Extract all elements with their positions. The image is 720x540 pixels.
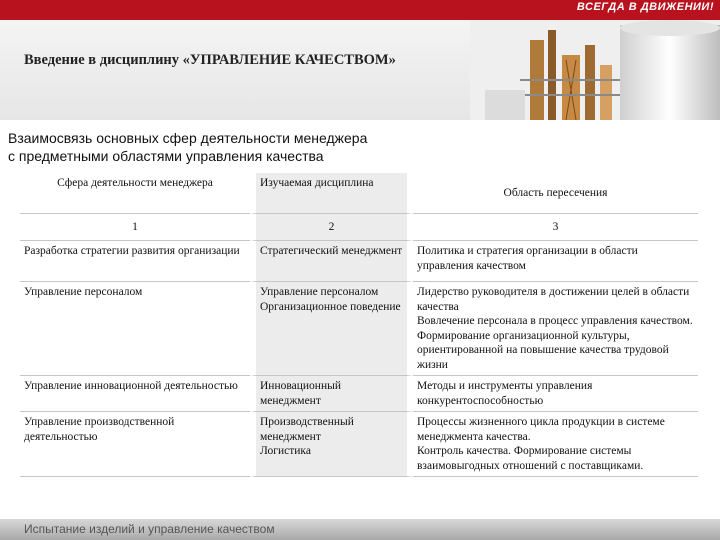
intersection-cell bbox=[413, 412, 698, 477]
intersection-cell bbox=[413, 241, 698, 282]
discipline-cell bbox=[250, 376, 413, 412]
intersection-item: Процессы жизненного цикла продукции в системе менеджмента качества. bbox=[417, 416, 665, 443]
sphere-cell: Разработка стратегии развития организации bbox=[20, 241, 250, 282]
header-sphere: Сфера деятельности менеджера bbox=[20, 173, 250, 214]
column-number: 1 bbox=[20, 214, 250, 241]
table-row bbox=[20, 282, 698, 376]
sphere-cell: Управление персоналом bbox=[20, 282, 250, 376]
table-row bbox=[20, 241, 698, 282]
column-number: 2 bbox=[250, 214, 413, 241]
header-intersection: Область пересечения bbox=[413, 173, 698, 214]
discipline-item: Управление персоналом bbox=[260, 286, 379, 298]
intersection-cell bbox=[413, 376, 698, 412]
slide-header bbox=[0, 20, 720, 120]
subtitle-line-1: Взаимосвязь основных сфер деятельности менеджера bbox=[8, 130, 368, 146]
refinery-illustration bbox=[470, 20, 720, 120]
sphere-cell: Управление инновационной деятельностью bbox=[20, 376, 250, 412]
company-motto: ВСЕГДА В ДВИЖЕНИИ! bbox=[576, 1, 714, 13]
intersection-item: Вовлечение персонала в процесс управления качеством. Формирование организационной культуры, ориентированной на повышение качества трудовой жизни bbox=[417, 315, 693, 371]
intersection-cell bbox=[413, 282, 698, 376]
intersection-item: Лидерство руководителя в достижении целей в области качества bbox=[417, 286, 690, 313]
correlation-table bbox=[20, 173, 698, 477]
slide-title: Введение в дисциплину «УПРАВЛЕНИЕ КАЧЕСТВОМ» bbox=[24, 52, 396, 68]
top-banner bbox=[0, 0, 720, 20]
discipline-item: Логистика bbox=[260, 445, 311, 457]
discipline-cell bbox=[250, 282, 413, 376]
intersection-item: Методы и инструменты управления конкурентоспособностью bbox=[417, 380, 593, 407]
table-row bbox=[20, 412, 698, 477]
table-header-row bbox=[20, 173, 698, 214]
header-discipline: Изучаемая дисциплина bbox=[250, 173, 413, 214]
subtitle-line-2: с предметными областями управления качества bbox=[8, 148, 324, 164]
table-row bbox=[20, 376, 698, 412]
discipline-cell bbox=[250, 412, 413, 477]
discipline-cell bbox=[250, 241, 413, 282]
intersection-item: Политика и стратегия организации в области управления качеством bbox=[417, 245, 638, 272]
slide-subtitle bbox=[8, 129, 367, 165]
discipline-item: Производственный менеджмент bbox=[260, 416, 354, 443]
column-number: 3 bbox=[413, 214, 698, 241]
footer-course-name: Испытание изделий и управление качеством bbox=[24, 522, 275, 536]
table-number-row bbox=[20, 214, 698, 241]
discipline-item: Инновационный менеджмент bbox=[260, 380, 341, 407]
discipline-item: Стратегический менеджмент bbox=[260, 245, 403, 257]
discipline-item: Организационное поведение bbox=[260, 300, 401, 313]
sphere-cell: Управление производственной деятельностью bbox=[20, 412, 250, 477]
intersection-item: Контроль качества. Формирование системы взаимовыгодных отношений с поставщиками. bbox=[417, 445, 644, 472]
slide-footer bbox=[0, 519, 720, 540]
